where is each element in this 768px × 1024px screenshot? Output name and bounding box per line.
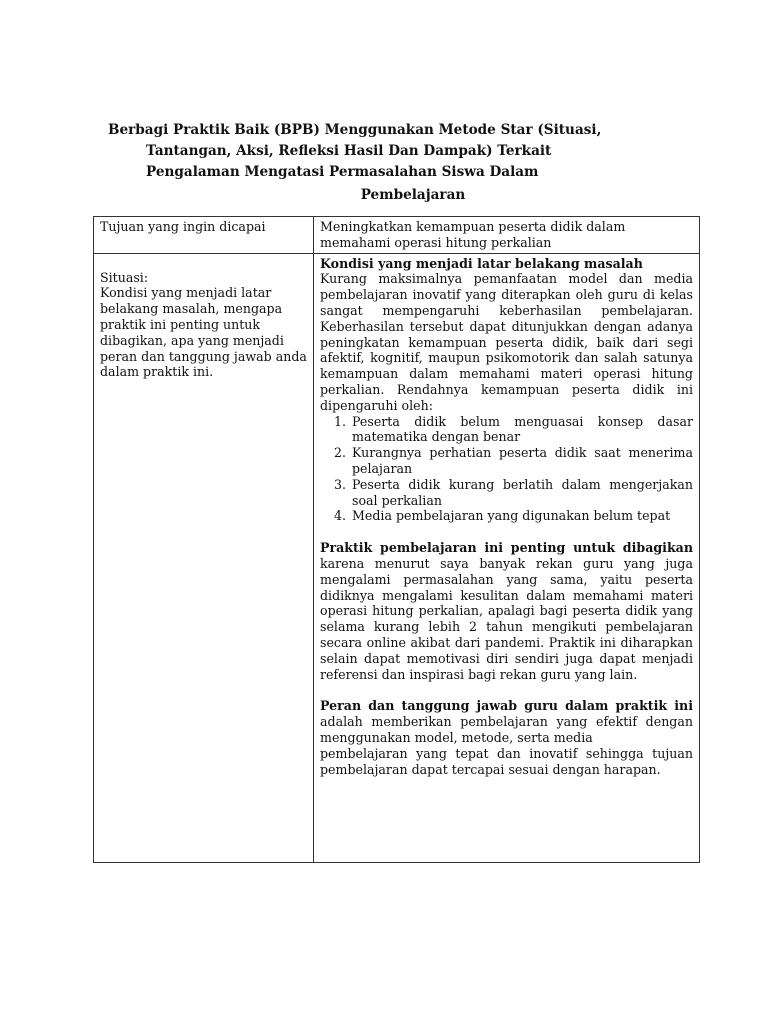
situasi-heading: Situasi: <box>100 269 149 285</box>
importance-lead: Praktik pembelajaran ini penting untuk dibagikan <box>320 540 693 556</box>
factor-list <box>320 414 693 525</box>
latar-belakang-text: Kurang maksimalnya pemanfaatan model dan media pembelajaran inovatif yang diterapkan oleh guru di kelas sangat mempengaruhi keberhasilan pembelajaran. Keberhasilan tersebut dapat ditunjukkan dengan adanya peningkatan kemampuan peserta didik, baik dari segi afektif, kognitif, maupun psikomotorik dan salah satunya kemampuan dalam memahami materi operasi hitung perkalian. Rendahnya kemampuan peserta didik ini dipengaruhi oleh: <box>320 271 693 413</box>
list-item: 2. Kurangnya perhatian peserta didik saat menerima pelajaran <box>350 445 693 477</box>
situasi-content-cell <box>314 253 700 862</box>
table-row-situasi <box>94 253 700 862</box>
bpb-table <box>93 216 700 863</box>
list-item: 1. Peserta didik belum menguasai konsep dasar matematika dengan benar <box>350 414 693 446</box>
importance-text: karena menurut saya banyak rekan guru yang juga mengalami permasalahan yang sama, yaitu peserta didiknya mengalami kesulitan dalam memahami materi operasi hitung perkalian, apalagi bagi peserta didik yang selama kurang lebih 2 tahun mengikuti pembelajaran secara online akibat dari pandemi. Praktik ini diharapkan selain dapat memotivasi diri sendiri juga dapat menjadi referensi dan inspirasi bagi rekan guru yang lain. <box>320 555 693 682</box>
role-paragraph <box>320 698 693 745</box>
tujuan-label-cell <box>94 217 314 254</box>
situasi-label-cell <box>94 253 314 862</box>
importance-paragraph <box>320 540 693 682</box>
title-line-1: Berbagi Praktik Baik (BPB) Menggunakan Metode Star (Situasi, <box>108 122 602 138</box>
list-item: 3. Peserta didik kurang berlatih dalam mengerjakan soal perkalian <box>350 477 693 509</box>
situasi-description: Kondisi yang menjadi latar belakang masalah, mengapa praktik ini penting untuk dibagikan, apa yang menjadi peran dan tanggung jawab anda dalam praktik ini. <box>100 285 307 380</box>
latar-belakang-heading: Kondisi yang menjadi latar belakang masalah <box>320 255 643 271</box>
list-item: 4. Media pembelajaran yang digunakan belum tepat <box>350 508 693 524</box>
tujuan-label: Tujuan yang ingin dicapai <box>100 219 266 234</box>
title-line-4: Pembelajaran <box>360 187 466 203</box>
role-text-continued: pembelajaran yang tepat dan inovatif sehingga tujuan pembelajaran dapat tercapai sesuai dengan harapan. <box>320 745 693 777</box>
title-line-2: Tantangan, Aksi, Refleksi Hasil Dan Dampak) Terkait <box>146 143 552 159</box>
tujuan-value-cell <box>314 217 700 254</box>
role-lead: Peran dan tanggung jawab guru dalam praktik ini <box>320 698 693 714</box>
title-line-3: Pengalaman Mengatasi Permasalahan Siswa Dalam <box>146 164 539 180</box>
document-title <box>108 120 668 206</box>
role-text: adalah memberikan pembelajaran yang efektif dengan menggunakan model, metode, serta media <box>320 714 693 745</box>
table-row-tujuan <box>94 217 700 254</box>
tujuan-value: Meningkatkan kemampuan peserta didik dalam memahami operasi hitung perkalian <box>320 219 626 250</box>
